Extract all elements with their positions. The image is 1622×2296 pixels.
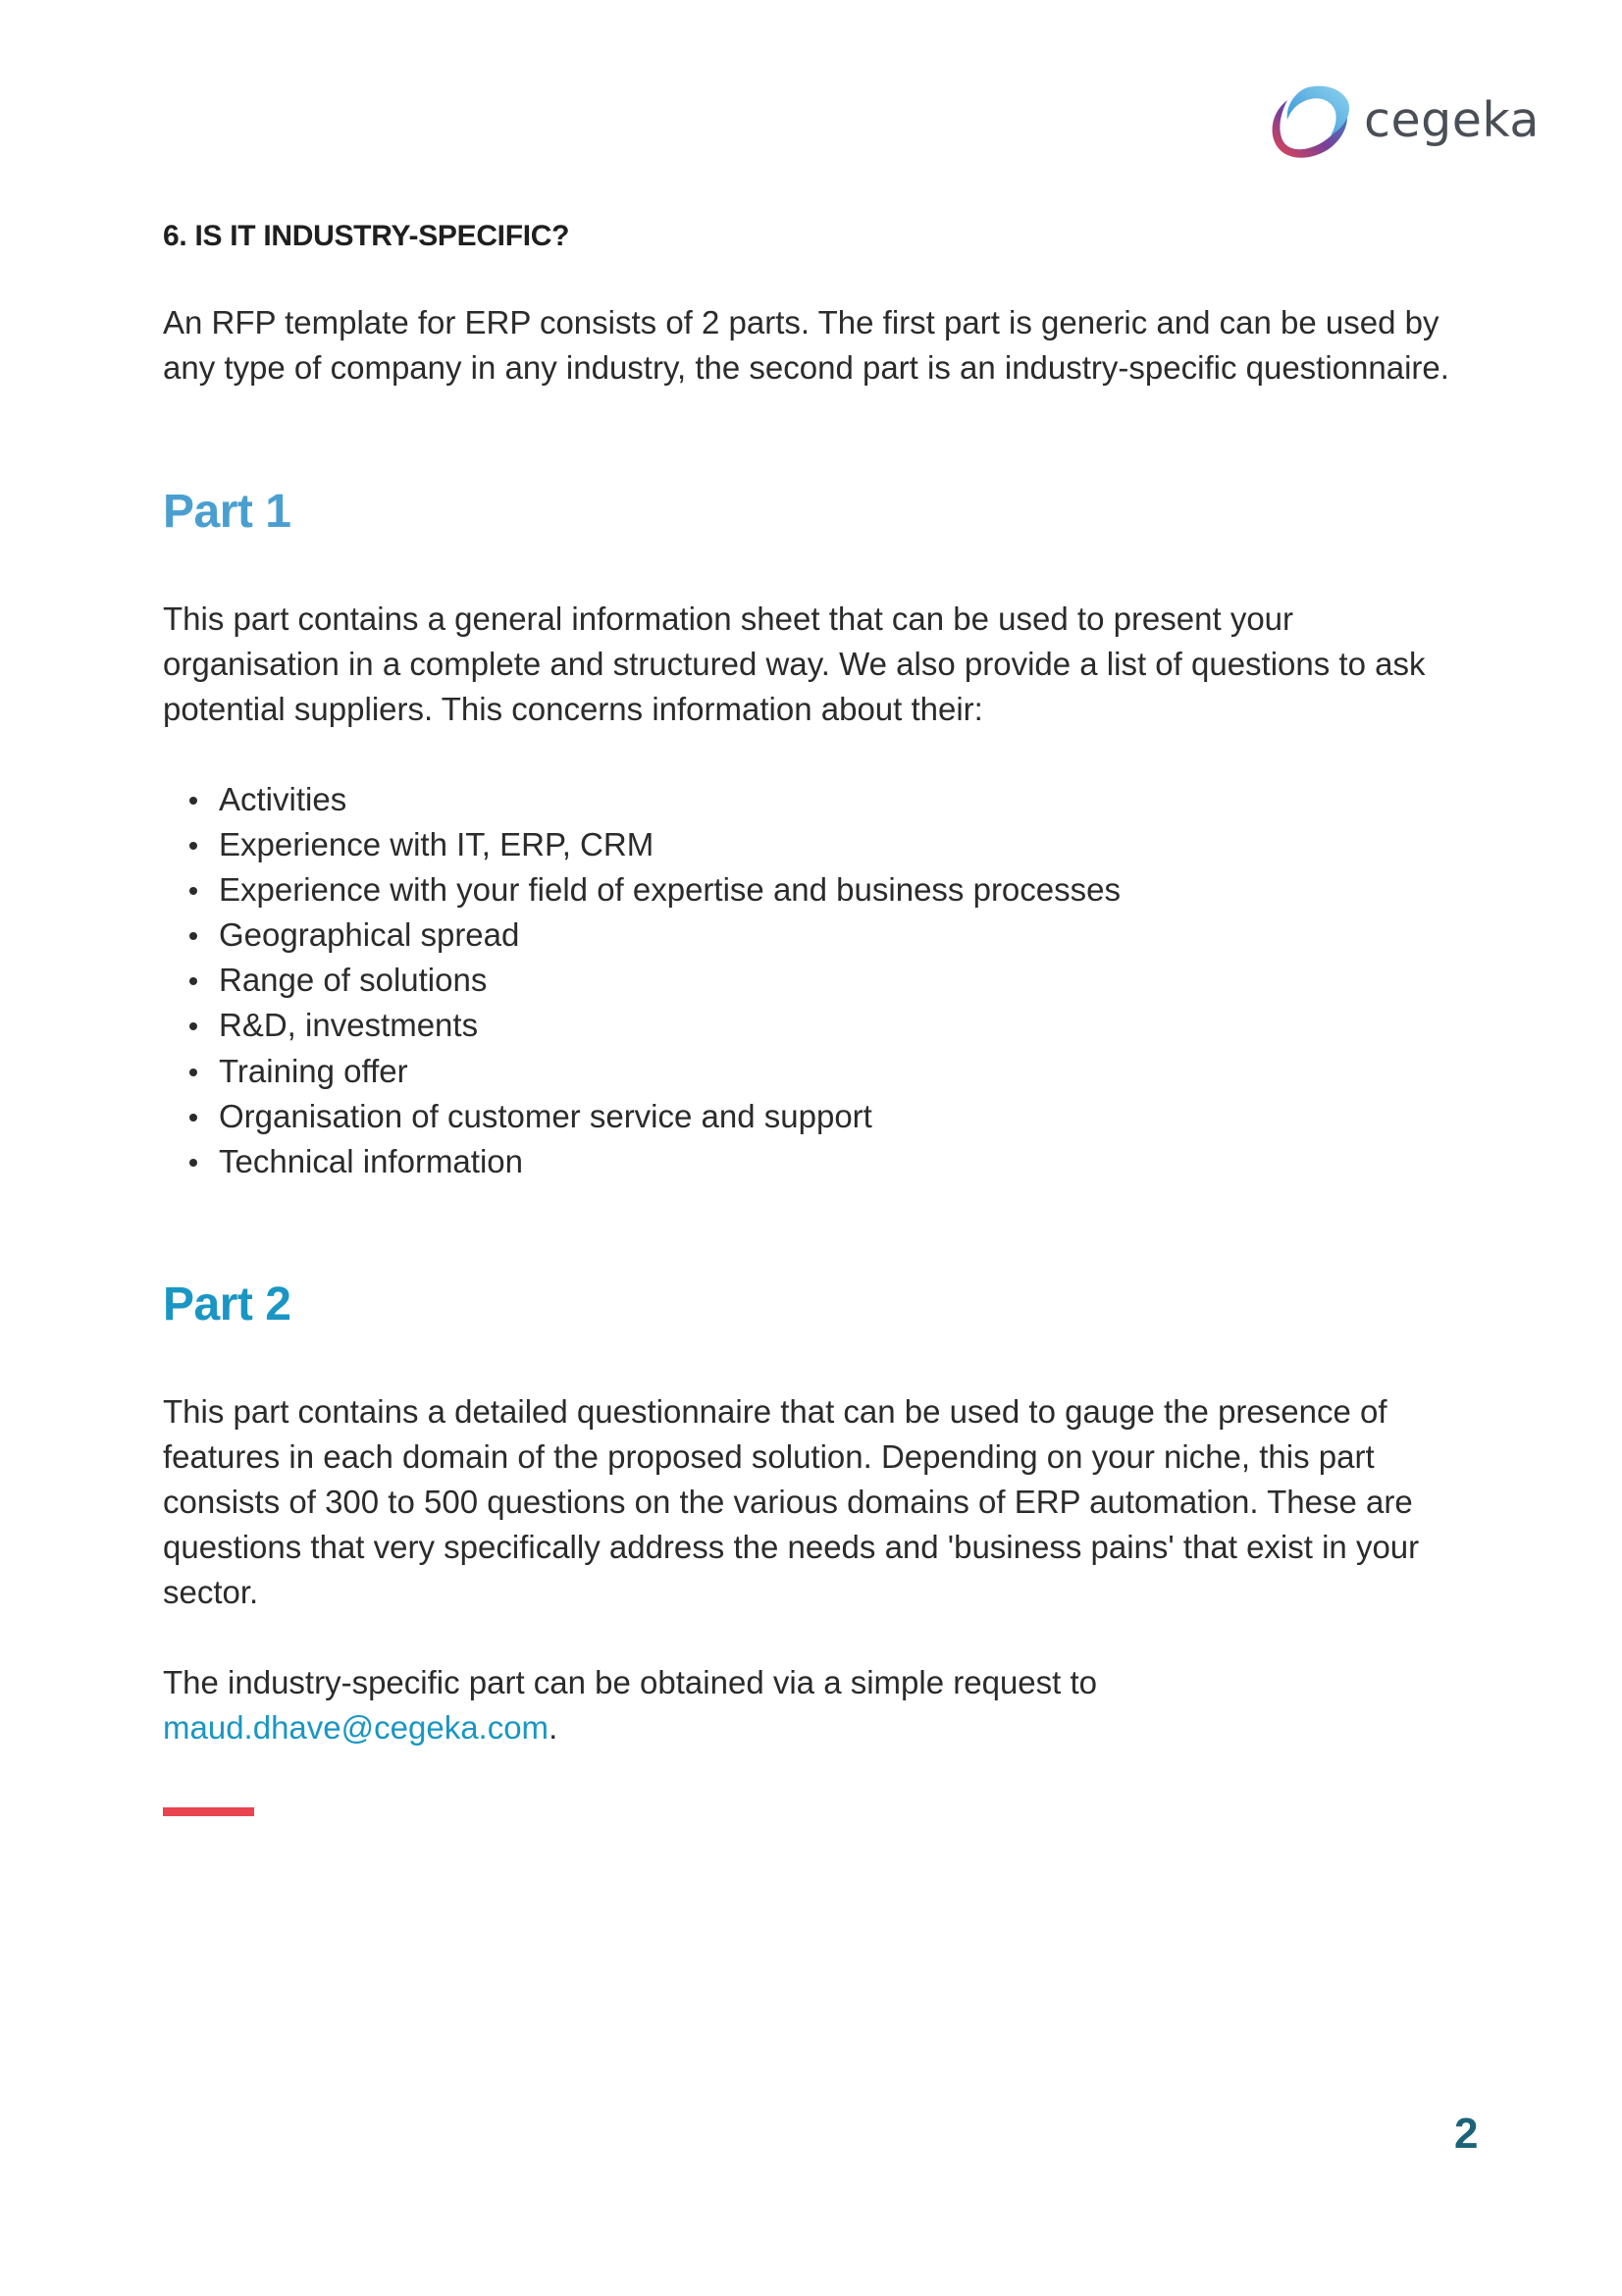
intro-paragraph: An RFP template for ERP consists of 2 parts. The first part is generic and can be used by any type of company in any industry, the second part is an industry-specific questionnaire. (163, 304, 1449, 386)
list-item: Experience with IT, ERP, CRM (163, 822, 1121, 867)
list-item: Organisation of customer service and support (163, 1094, 1121, 1139)
list-item: Experience with your field of expertise and business processes (163, 867, 1121, 913)
list-item: Activities (163, 777, 1121, 822)
list-item: R&D, investments (163, 1003, 1121, 1048)
part2-title: Part 2 (163, 1278, 291, 1331)
request-paragraph (163, 1660, 1340, 1750)
page-number: 2 (1454, 2110, 1479, 2158)
part2-paragraph: This part contains a detailed questionnaire that can be used to gauge the presence of features in each domain of the proposed solution. Depending on your niche, this part consists of 300 to 500 questions on the various domains of ERP automation. These are questions that very specifically address the needs and 'business pains' that exist in your sector. (163, 1393, 1420, 1610)
email-link[interactable]: maud.dhave@cegeka.com (163, 1709, 549, 1746)
part1-paragraph: This part contains a general information sheet that can be used to present your organisation in a complete and structured way. We also provide a list of questions to ask potential suppliers. This concerns information about their: (163, 600, 1426, 727)
part1-bullet-list (163, 777, 1121, 1184)
logo-wordmark: cegeka (1364, 91, 1540, 148)
list-item: Geographical spread (163, 913, 1121, 958)
cegeka-swirl-icon (1266, 82, 1352, 163)
end-punctuation: . (549, 1709, 558, 1746)
part1-title: Part 1 (163, 486, 291, 538)
list-item: Technical information (163, 1139, 1121, 1184)
section-heading: 6. IS IT INDUSTRY-SPECIFIC? (163, 220, 570, 252)
request-text: The industry-specific part can be obtained via a simple request to (163, 1664, 1098, 1700)
cegeka-logo (1266, 82, 1540, 163)
list-item: Training offer (163, 1049, 1121, 1094)
list-item: Range of solutions (163, 958, 1121, 1003)
accent-divider (163, 1807, 254, 1816)
